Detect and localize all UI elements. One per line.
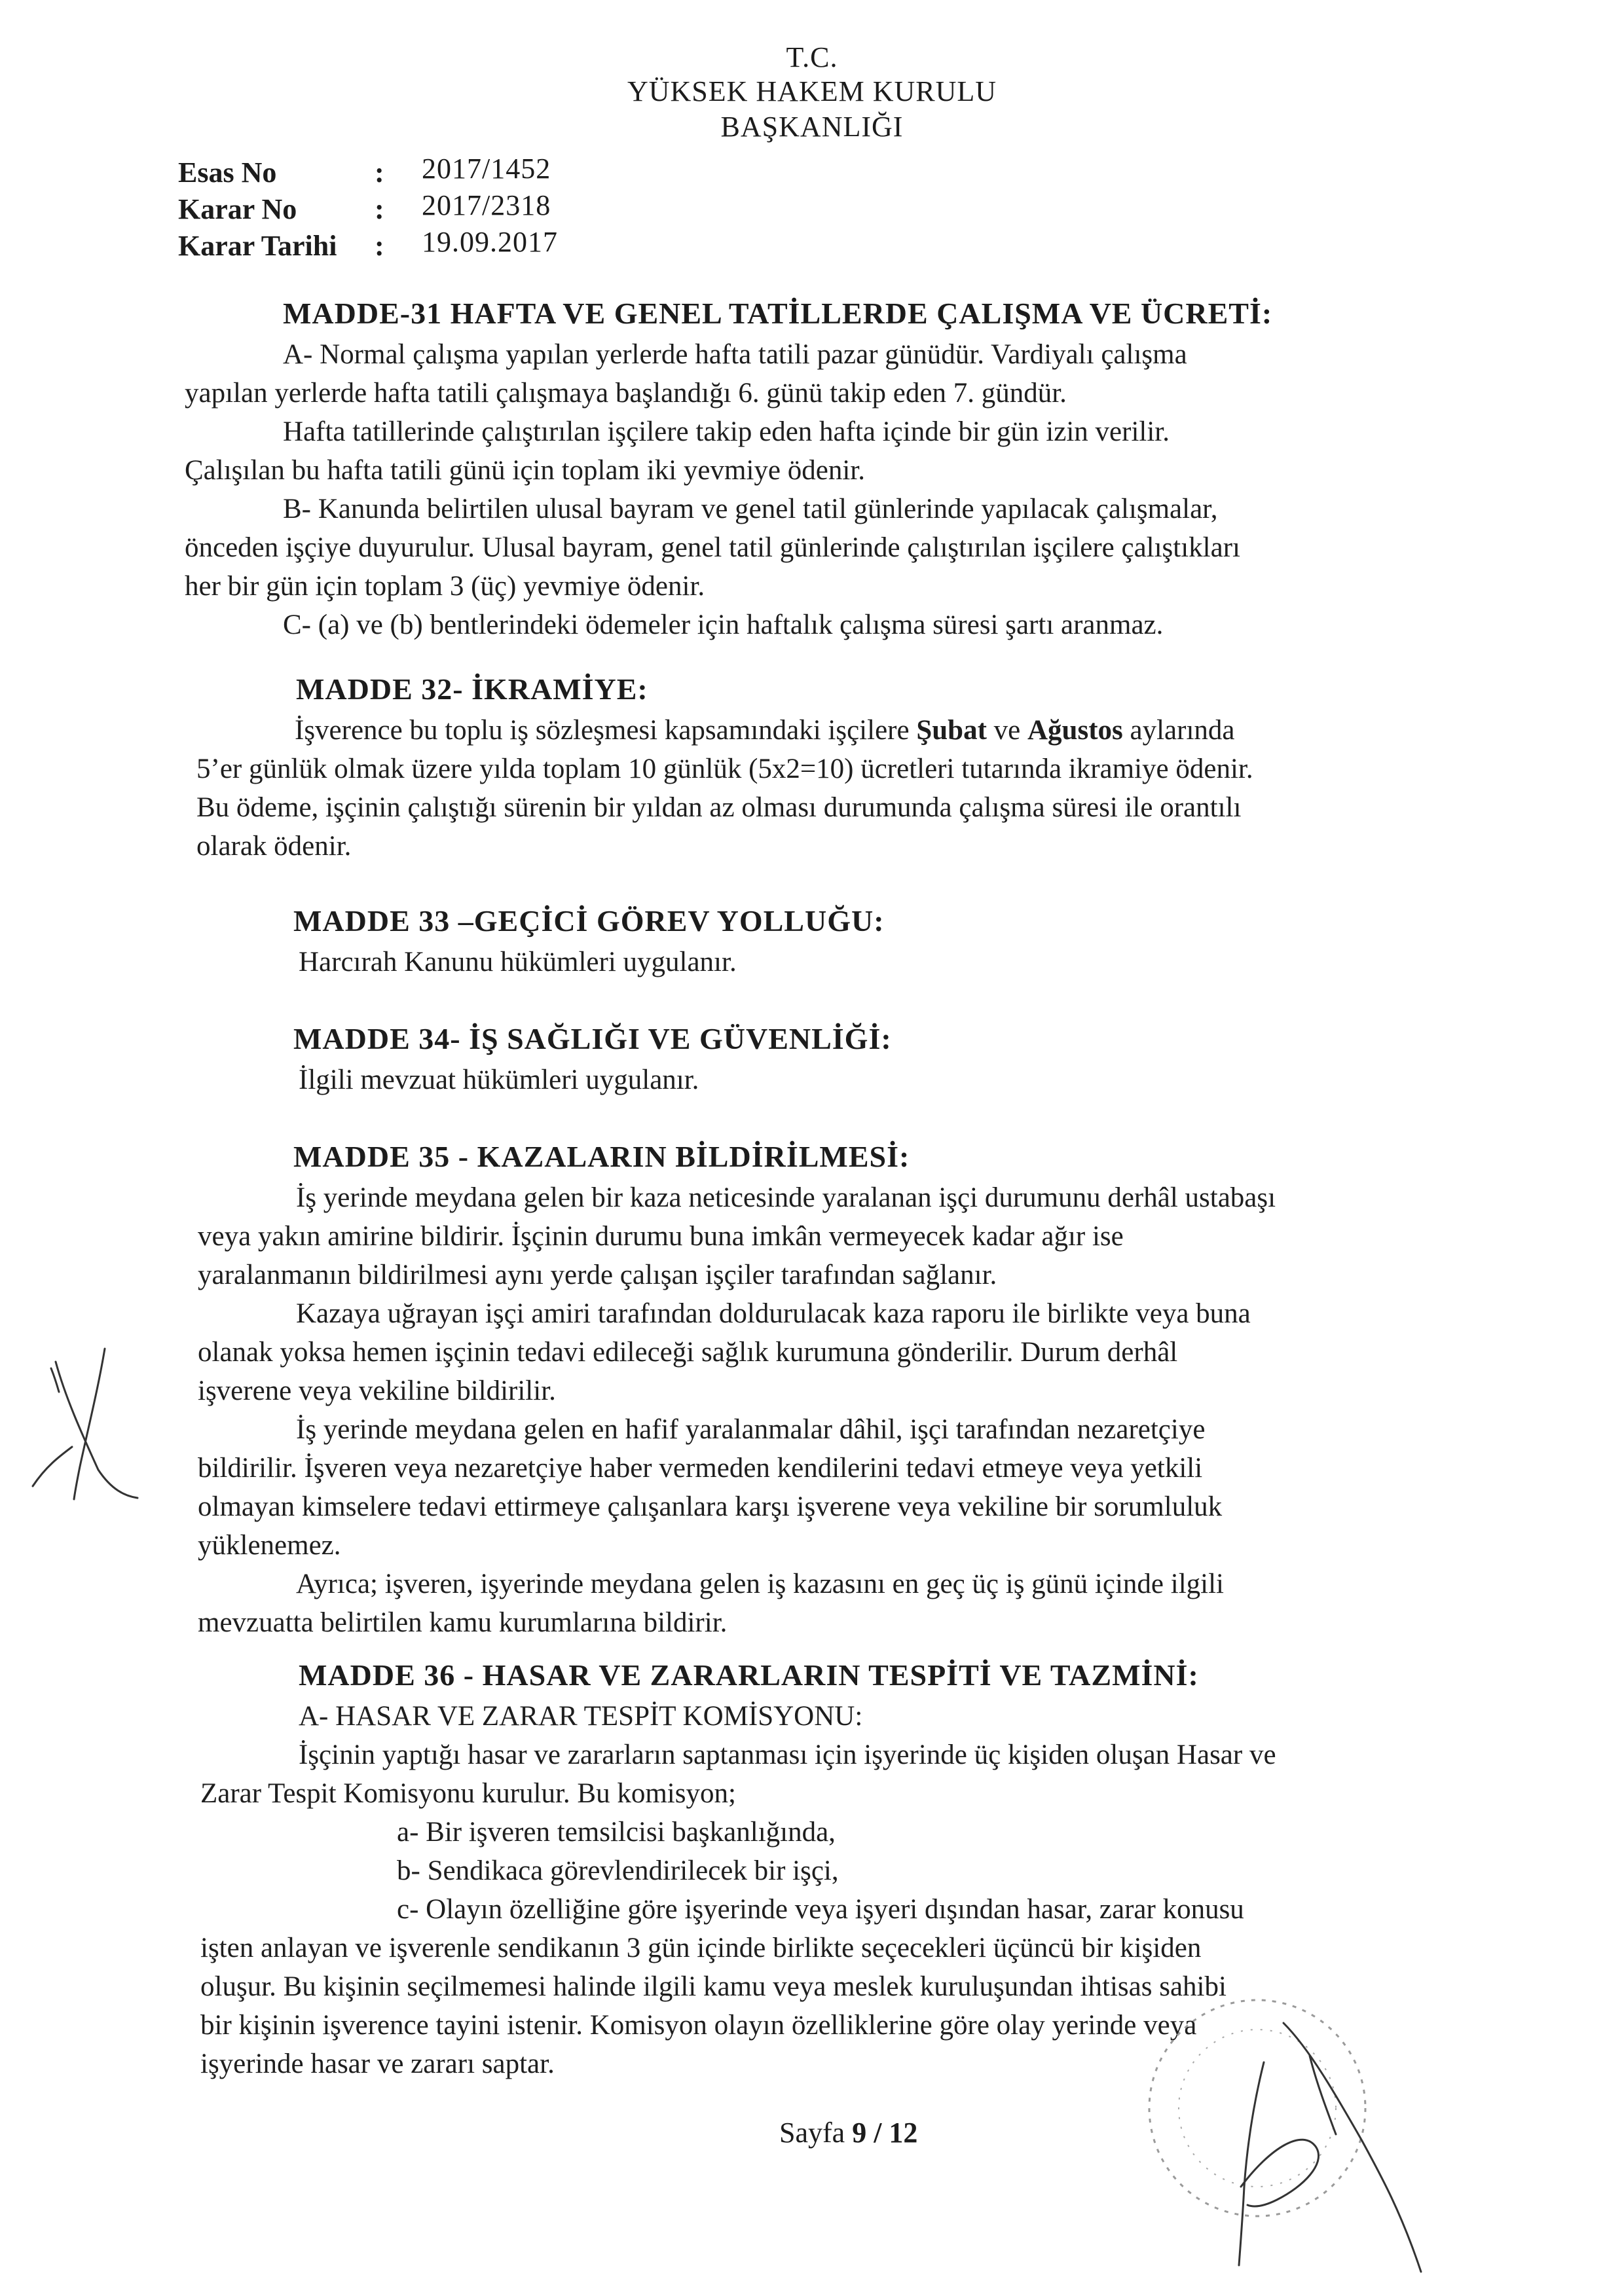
article-36-item-c-line5: işyerinde hasar ve zararı saptar. (200, 2049, 555, 2079)
handwritten-x-mark (20, 1336, 151, 1506)
tarih-colon: : (375, 230, 384, 262)
header-institution: YÜKSEK HAKEM KURULU (627, 75, 997, 107)
article-35-line7: İş yerinde meydana gelen en hafif yaralanmalar dâhil, işçi tarafından nezaretçiye (296, 1414, 1206, 1445)
article-35-line3: yaralanmanın bildirilmesi aynı yerde çalışan işçiler tarafından sağlanır. (198, 1260, 997, 1290)
article-31-b-line2: önceden işçiye duyurulur. Ulusal bayram, genel tatil günlerinde çalıştırılan işçilere çalıştıkları (185, 532, 1240, 563)
tarih-value: 19.09.2017 (422, 226, 558, 258)
article-32-line2: 5’er günlük olmak üzere yılda toplam 10 günlük (5x2=10) ücretleri tutarında ikramiye ödenir. (196, 754, 1253, 784)
tarih-label: Karar Tarihi (178, 230, 337, 262)
article-35-title: MADDE 35 - KAZALARIN BİLDİRİLMESİ: (293, 1140, 910, 1173)
article-31-b-line3: her bir gün için toplam 3 (üç) yevmiye ödenir. (185, 571, 705, 602)
article-32-body (196, 711, 1441, 866)
article-31-title: MADDE-31 HAFTA VE GENEL TATİLLERDE ÇALIŞMA VE ÜCRETİ: (283, 297, 1273, 330)
article-36-item-c-line1: c- Olayın özelliğine göre işyerinde veya işyeri dışından hasar, zarar konusu (397, 1894, 1244, 1925)
article-31-a-line4: Çalışılan bu hafta tatili günü için toplam iki yevmiye ödenir. (185, 455, 865, 486)
article-31-a-line1: A- Normal çalışma yapılan yerlerde hafta tatili pazar günüdür. Vardiyalı çalışma (283, 339, 1187, 370)
month-agustos: Ağustos (1027, 715, 1123, 746)
article-36-title: MADDE 36 - HASAR VE ZARARLARIN TESPİTİ VE TAZMİNİ: (299, 1658, 1199, 1692)
article-32-title: MADDE 32- İKRAMİYE: (296, 672, 648, 706)
article-36-item-c-line4: bir kişinin işverence tayini istenir. Komisyon olayın özelliklerine göre olay yerinde veya (200, 2010, 1197, 2041)
article-35-line6: işverene veya vekiline bildirilir. (198, 1376, 556, 1406)
article-33-line1: Harcırah Kanunu hükümleri uygulanır. (299, 947, 737, 977)
article-34-line1: İlgili mevzuat hükümleri uygulanır. (299, 1065, 699, 1095)
handwritten-signature (1179, 1977, 1454, 2285)
article-36-line1: İşçinin yaptığı hasar ve zararların saptanması için işyerinde üç kişiden oluşan Hasar ve (299, 1740, 1276, 1770)
article-35-line10: yüklenemez. (198, 1530, 341, 1561)
article-32-line4: olarak ödenir. (196, 831, 352, 862)
article-32-line1: İşverence bu toplu iş sözleşmesi kapsamındaki işçilere Şubat ve Ağustos aylarında (295, 715, 1235, 746)
esas-label: Esas No (178, 156, 277, 189)
article-31-body (185, 335, 1439, 644)
karar-colon: : (375, 193, 384, 225)
esas-colon: : (375, 156, 384, 189)
article-35-body (198, 1178, 1449, 1642)
article-34-title-main: İŞ SAĞLIĞI VE GÜVENLİĞİ: (469, 1022, 892, 1055)
header-tc: T.C. (786, 41, 838, 73)
karar-label: Karar No (178, 193, 297, 225)
esas-value: 2017/1452 (422, 153, 551, 185)
article-32-line3: Bu ödeme, işçinin çalıştığı sürenin bir yıldan az olması durumunda çalışma süresi ile orantılı (196, 792, 1242, 823)
article-31-b-line1: B- Kanunda belirtilen ulusal bayram ve genel tatil günlerinde yapılacak çalışmalar, (283, 494, 1218, 524)
article-35-line5: olanak yoksa hemen işçinin tedavi edileceği sağlık kurumuna gönderilir. Durum derhâl (198, 1337, 1178, 1368)
article-33-title: MADDE 33 –GEÇİCİ GÖREV YOLLUĞU: (293, 904, 885, 938)
karar-value: 2017/2318 (422, 189, 551, 221)
article-36-item-c-line2: işten anlayan ve işverenle sendikanın 3 gün içinde birlikte seçecekleri üçüncü bir kişiden (200, 1933, 1202, 1963)
page-number: 9 / 12 (852, 2117, 918, 2149)
article-36-item-c-line3: oluşur. Bu kişinin seçilmemesi halinde ilgili kamu veya meslek kuruluşundan ihtisas sahibi (200, 1971, 1227, 2002)
article-35-line4: Kazaya uğrayan işçi amiri tarafından doldurulacak kaza raporu ile birlikte veya buna (296, 1298, 1251, 1329)
article-31-c-line1: C- (a) ve (b) bentlerindeki ödemeler için haftalık çalışma süresi şartı aranmaz. (283, 610, 1164, 640)
article-35-line1: İş yerinde meydana gelen bir kaza neticesinde yaralanan işçi durumunu derhâl ustabaşı (296, 1182, 1276, 1213)
article-36-item-b: b- Sendikaca görevlendirilecek bir işçi, (397, 1855, 839, 1886)
article-34-title: MADDE 34- İŞ SAĞLIĞI VE GÜVENLİĞİ: (293, 1022, 892, 1055)
article-35-line8: bildirilir. İşveren veya nezaretçiye haber vermeden kendilerini tedavi etmeye veya yetkili (198, 1453, 1203, 1484)
article-31-a-line3: Hafta tatillerinde çalıştırılan işçilere takip eden hafta içinde bir gün izin verilir. (283, 416, 1170, 447)
header-office: BAŞKANLIĞI (720, 111, 904, 143)
article-36-line2: Zarar Tespit Komisyonu kurulur. Bu komisyon; (200, 1778, 736, 1809)
article-31-a-line2: yapılan yerlerde hafta tatili çalışmaya başlandığı 6. günü takip eden 7. gündür. (185, 378, 1067, 409)
article-35-line9: olmayan kimselere tedavi ettirmeye çalışanlara karşı işverene veya vekiline bir sorumluluk (198, 1491, 1223, 1522)
article-35-line2: veya yakın amirine bildirir. İşçinin durumu buna imkân vermeyecek kadar ağır ise (198, 1221, 1124, 1252)
article-36-subtitle: A- HASAR VE ZARAR TESPİT KOMİSYONU: (299, 1701, 863, 1732)
page-footer: Sayfa 9 / 12 (779, 2117, 918, 2149)
article-35-line11: Ayrıca; işveren, işyerinde meydana gelen iş kazasını en geç üç iş günü içinde ilgili (296, 1569, 1224, 1599)
article-35-line12: mevzuatta belirtilen kamu kurumlarına bildirir. (198, 1607, 728, 1638)
article-36-item-a: a- Bir işveren temsilcisi başkanlığında, (397, 1817, 836, 1848)
month-subat: Şubat (916, 715, 987, 746)
